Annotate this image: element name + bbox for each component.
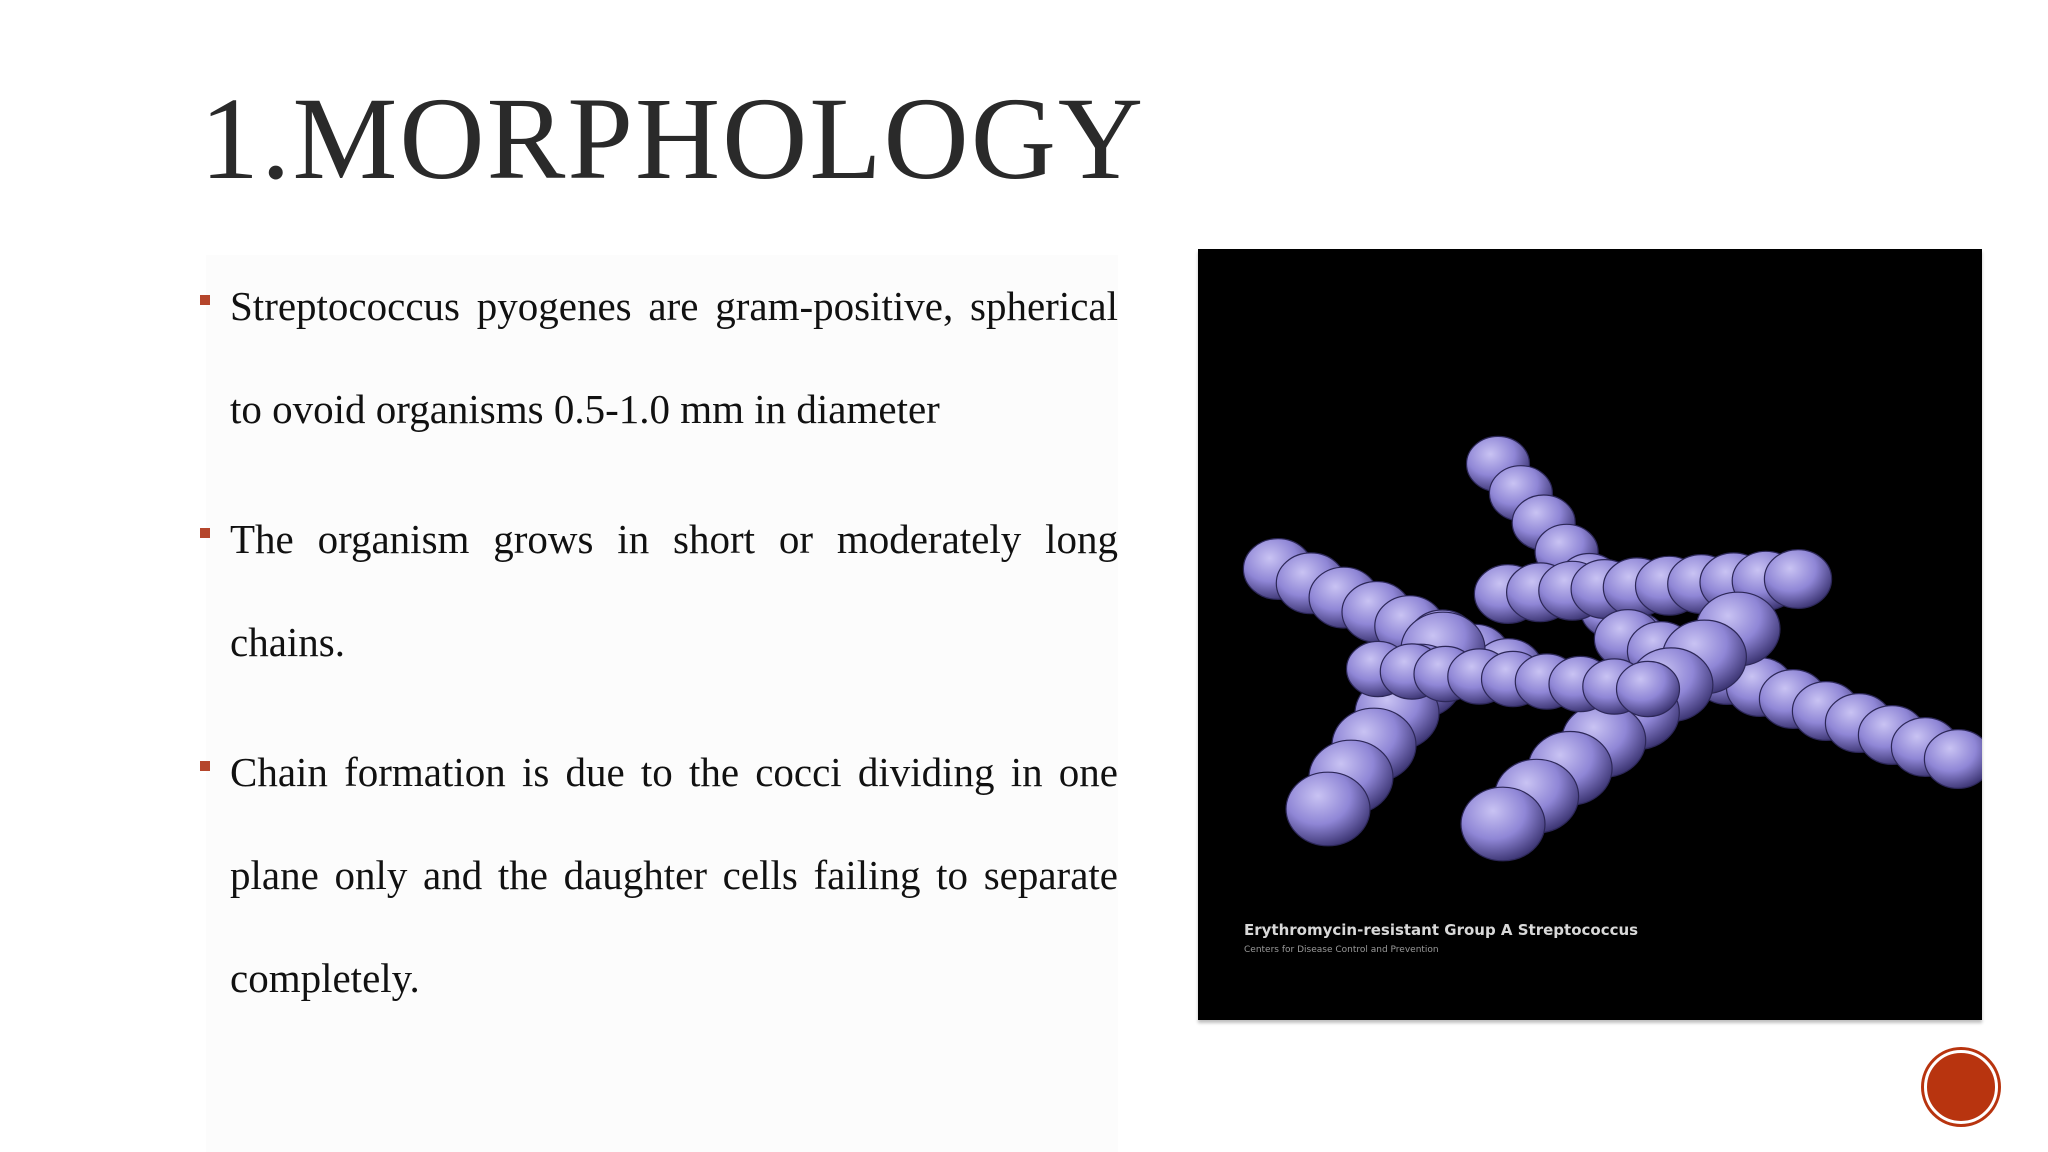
- image-credit: Centers for Disease Control and Prevention: [1244, 945, 1439, 955]
- slide-title: 1.MORPHOLOGY: [200, 73, 1146, 204]
- cocci-group: [1243, 436, 1982, 860]
- coccus-cell: [1617, 661, 1680, 716]
- coccus-cell: [1286, 772, 1370, 846]
- coccus-cell: [1461, 787, 1545, 861]
- bullet-text: The organism grows in short or moderately long chains.: [230, 516, 1118, 665]
- streptococcus-micrograph-image: [1198, 249, 1982, 1020]
- square-bullet-icon: [200, 528, 210, 538]
- square-bullet-icon: [200, 761, 210, 771]
- bullet-text: Streptococcus pyogenes are gram-positive, spherical to ovoid organisms 0.5-1.0 mm in diameter: [230, 283, 1118, 432]
- bullet-item: [206, 488, 1118, 694]
- square-bullet-icon: [200, 295, 210, 305]
- bacteria-chains-illustration: [1198, 249, 1982, 1020]
- page-number-badge: [1924, 1050, 1998, 1124]
- bullet-list: [206, 255, 1118, 1030]
- bullet-item: [206, 255, 1118, 461]
- bullet-item: [206, 721, 1118, 1030]
- bullet-text: Chain formation is due to the cocci dividing in one plane only and the daughter cells failing to separate completely.: [230, 749, 1118, 1001]
- coccus-cell: [1764, 550, 1831, 609]
- image-caption: Erythromycin-resistant Group A Streptococcus: [1244, 921, 1639, 939]
- content-textbox: [206, 255, 1118, 1152]
